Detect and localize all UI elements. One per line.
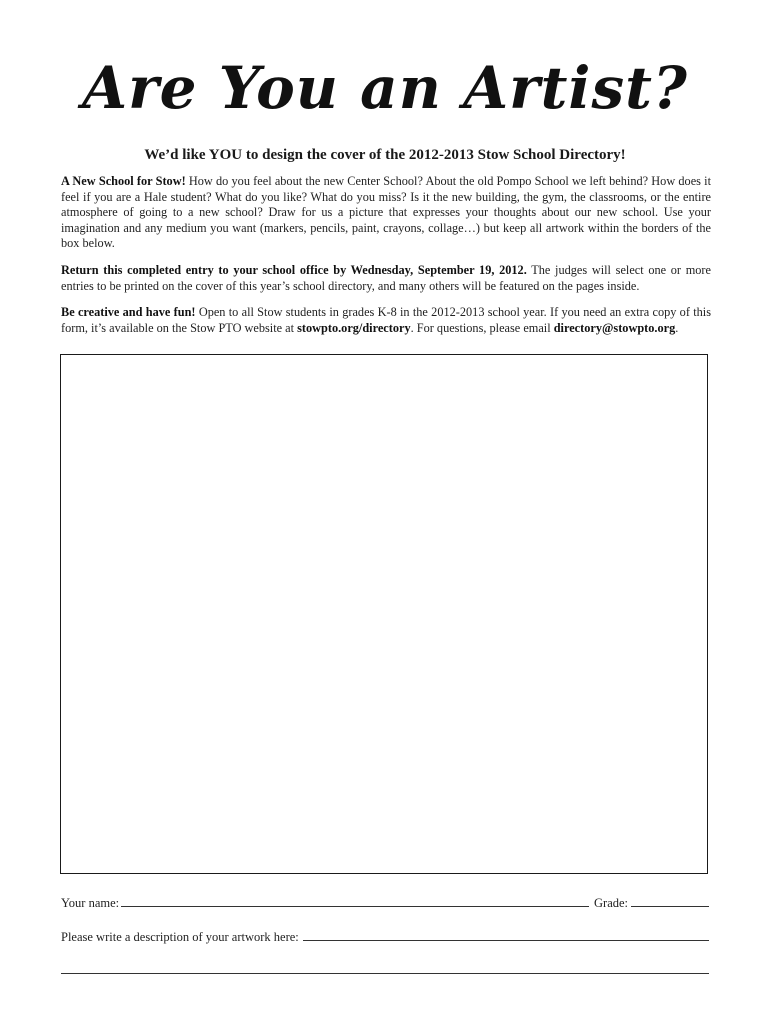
return-paragraph [61, 263, 711, 294]
grade-field[interactable] [631, 906, 709, 907]
fun-text-3: . [675, 320, 679, 335]
website-link[interactable]: stowpto.org/directory [297, 320, 411, 335]
fun-lead: Be creative and have fun! [61, 305, 196, 319]
intro-paragraph [61, 174, 711, 252]
grade-label: Grade: [594, 896, 629, 910]
page-subtitle: We’d like YOU to design the cover of the 2012-2013 Stow School Directory! [144, 147, 626, 163]
description-field-line-2[interactable] [61, 973, 709, 974]
email-link[interactable]: directory@stowpto.org [553, 320, 676, 335]
description-field-line-1[interactable] [303, 940, 709, 941]
description-label: Please write a description of your artwork here: [61, 930, 299, 944]
fun-text-2: . For questions, please email [410, 320, 554, 335]
artwork-drawing-box[interactable] [60, 354, 708, 874]
name-label: Your name: [61, 896, 120, 910]
return-lead: Return this completed entry to your school office by Wednesday, September 19, 2012. [61, 263, 527, 277]
intro-text: How do you feel about the new Center School? About the old Pompo School we left behind? How does it feel if you are a Hale student? What do you like? What do you miss? Is it the new building, the gym, the classrooms, or the entire atmosphere of going to a new school? Draw for us a picture that expresses your thoughts about our new school. Use your imagination and any medium you want (markers, pencils, paint, crayons, collage…) but keep all artwork within the borders of the box below. [61, 174, 711, 250]
name-field[interactable] [121, 906, 589, 907]
page-title: Are You an Artist? [82, 54, 688, 122]
fun-paragraph [61, 305, 711, 336]
return-text: The judges will select one or more entries to be printed on the cover of this year’s school directory, and many others will be featured on the pages inside. [61, 263, 711, 293]
intro-lead: A New School for Stow! [61, 174, 186, 188]
fun-text-1: Open to all Stow students in grades K-8 in the 2012-2013 school year. If you need an extra copy of this form, it’s available on the Stow PTO website at [61, 305, 711, 335]
